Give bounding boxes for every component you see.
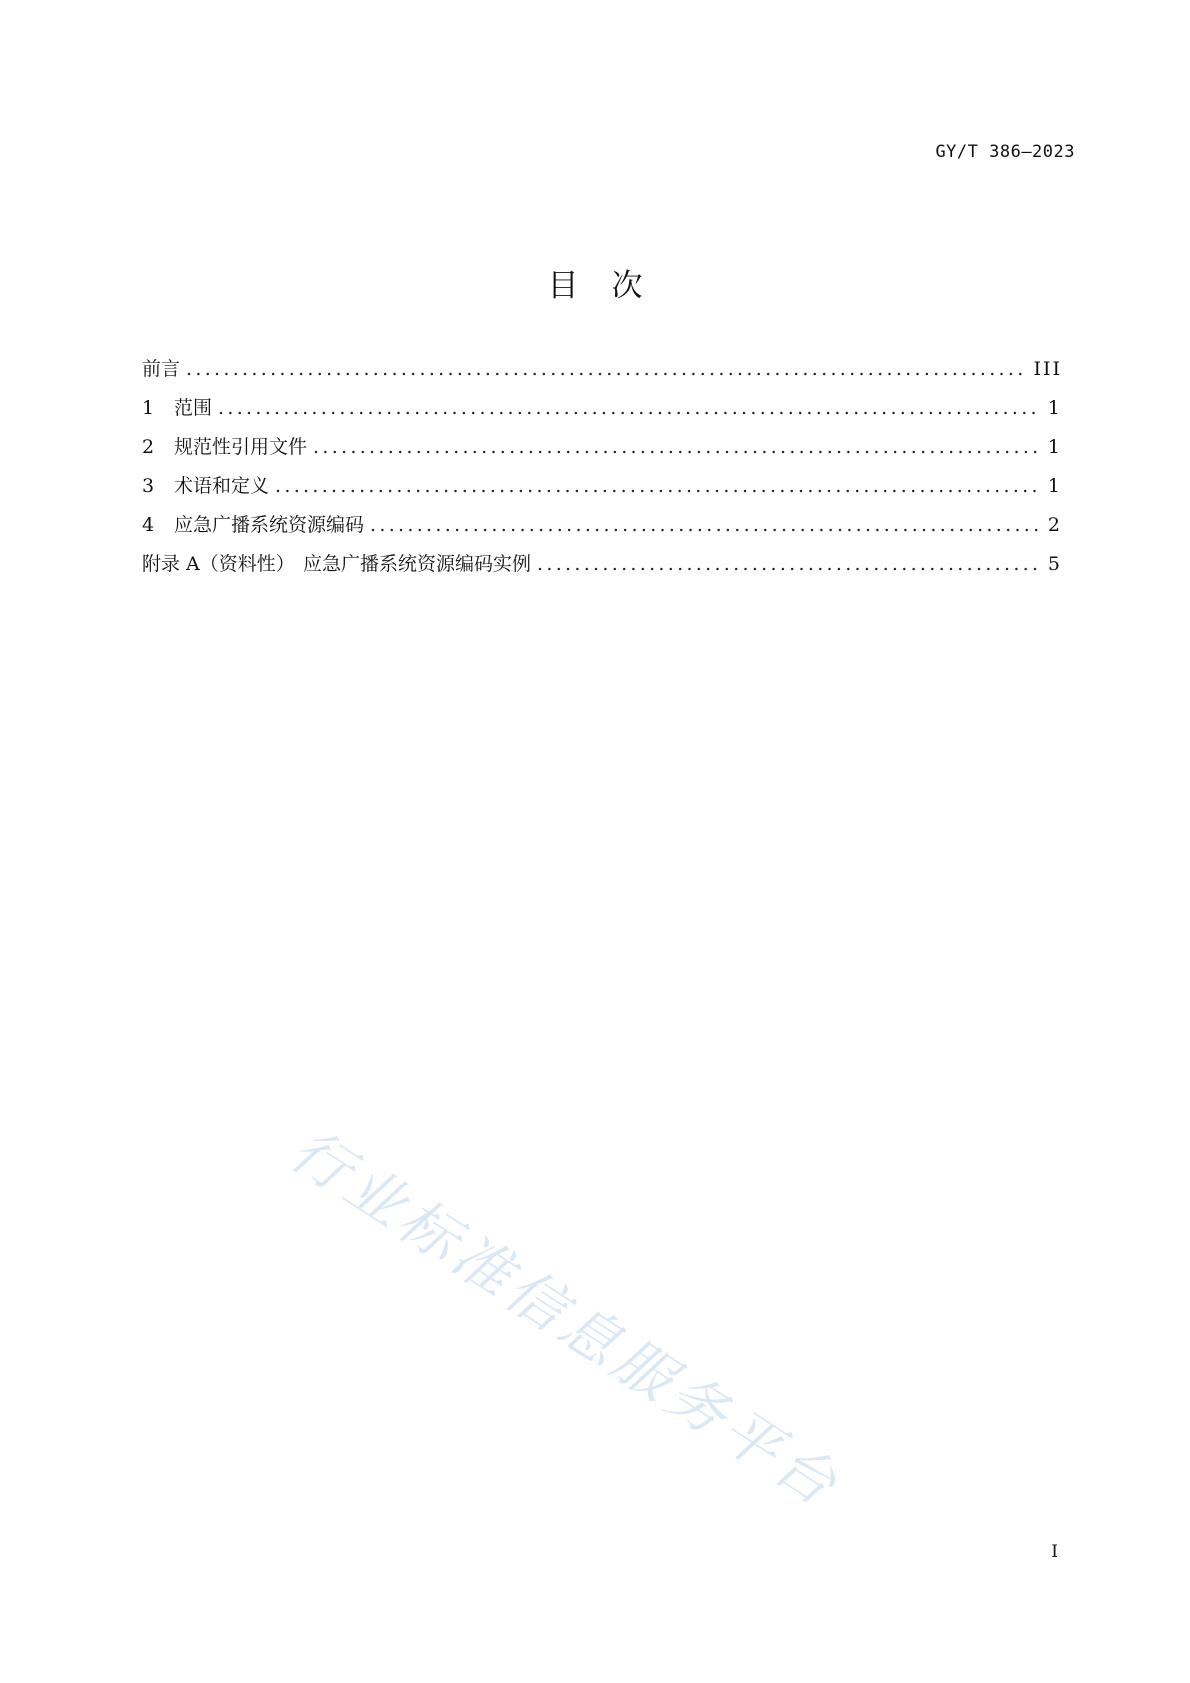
toc-entry-label: 前言 <box>142 358 181 380</box>
toc-entry-page: 1 <box>1047 397 1062 419</box>
watermark: 行业标准信息服务平台 <box>278 1115 853 1522</box>
appendix-prefix: 附录 A（资料性） <box>142 553 295 575</box>
toc-entry-label: 范围 <box>174 397 213 419</box>
toc-entry-label: 术语和定义 <box>174 475 270 497</box>
toc-entry-number: 4 <box>142 514 155 536</box>
toc-entry-page: III <box>1033 358 1062 380</box>
toc-entry-normative-references[interactable] <box>142 432 1062 471</box>
page-number: I <box>1051 1542 1058 1562</box>
toc-leader-dots <box>313 436 1040 458</box>
toc-leader-dots <box>275 475 1040 497</box>
toc-leader-dots <box>186 358 1025 380</box>
toc-entry-resource-coding[interactable] <box>142 510 1062 549</box>
toc-entry-appendix-a[interactable] <box>142 549 1062 588</box>
toc-entry-page: 2 <box>1047 514 1062 536</box>
toc-entry-page: 5 <box>1047 553 1062 575</box>
toc-entry-terms-definitions[interactable] <box>142 471 1062 510</box>
toc-entry-foreword[interactable] <box>142 354 1062 393</box>
toc-leader-dots <box>370 514 1040 536</box>
toc-leader-dots <box>218 397 1040 419</box>
toc-entry-number: 1 <box>142 397 155 419</box>
toc-title: 目次 <box>547 268 676 304</box>
toc-entry-number: 3 <box>142 475 155 497</box>
table-of-contents <box>142 354 1062 588</box>
toc-entry-label: 应急广播系统资源编码实例 <box>303 553 532 575</box>
standard-code: GY/T 386—2023 <box>935 142 1075 162</box>
toc-entry-scope[interactable] <box>142 393 1062 432</box>
toc-entry-label: 应急广播系统资源编码 <box>174 514 365 536</box>
toc-entry-number: 2 <box>142 436 155 458</box>
toc-entry-page: 1 <box>1047 436 1062 458</box>
toc-leader-dots <box>537 553 1040 575</box>
toc-entry-page: 1 <box>1047 475 1062 497</box>
toc-entry-label: 规范性引用文件 <box>174 436 308 458</box>
